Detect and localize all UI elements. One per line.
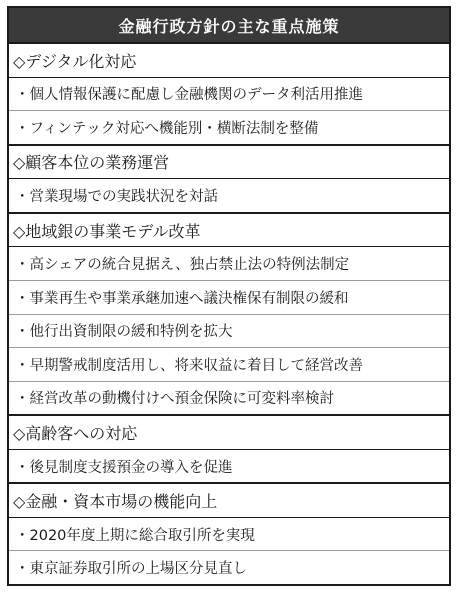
list-item: ・個人情報保護に配慮し金融機関のデータ利活用推進 <box>9 77 449 111</box>
list-item: ・営業現場での実践状況を対話 <box>9 178 449 212</box>
list-item: ・他行出資制限の緩和特例を拡大 <box>9 314 449 348</box>
section-heading-capital-markets: ◇金融・資本市場の機能向上 <box>9 482 449 517</box>
list-item: ・早期警戒制度活用し、将来収益に着目して経営改善 <box>9 347 449 381</box>
section-heading-digital: ◇デジタル化対応 <box>9 42 449 77</box>
section-heading-regional-banks: ◇地域銀の事業モデル改革 <box>9 212 449 247</box>
section-heading-elderly: ◇高齢客への対応 <box>9 414 449 449</box>
list-item: ・東京証券取引所の上場区分見直し <box>9 550 449 584</box>
list-item: ・後見制度支援預金の導入を促進 <box>9 449 449 483</box>
list-item: ・事業再生や事業承継加速へ議決権保有制限の緩和 <box>9 280 449 314</box>
list-item: ・2020年度上期に総合取引所を実現 <box>9 517 449 551</box>
policy-table <box>7 6 451 586</box>
table-title: 金融行政方針の主な重点施策 <box>9 8 449 42</box>
list-item: ・経営改革の動機付けへ預金保険に可変料率検討 <box>9 381 449 415</box>
list-item: ・フィンテック対応へ機能別・横断法制を整備 <box>9 110 449 144</box>
list-item: ・高シェアの統合見据え、独占禁止法の特例法制定 <box>9 246 449 280</box>
section-heading-customer: ◇顧客本位の業務運営 <box>9 144 449 179</box>
